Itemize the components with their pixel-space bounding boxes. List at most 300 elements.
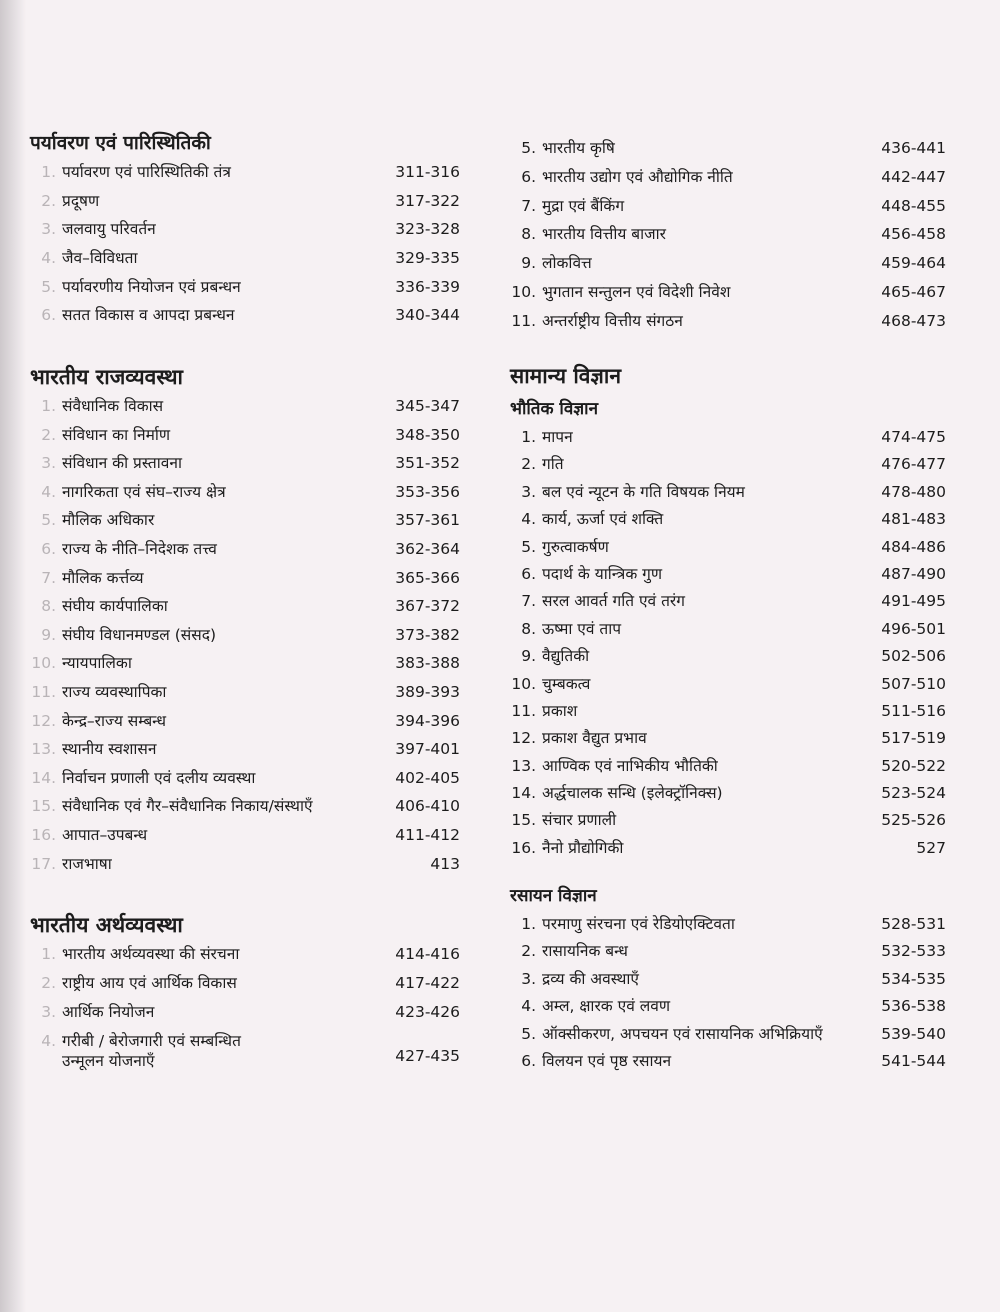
entry-page-range: 348-350 [395, 425, 460, 444]
entry-page-range: 474-475 [881, 428, 946, 446]
entry-page-range: 413 [430, 854, 460, 873]
entry-title [62, 510, 387, 530]
entry-page-range: 353-356 [395, 482, 460, 501]
entry-page-range: 351-352 [395, 454, 460, 473]
entry-title [62, 162, 387, 182]
entry-page-range: 527 [916, 838, 946, 857]
entry-title [542, 646, 873, 666]
entry-title-line: मुद्रा एवं बैंकिंग [542, 196, 625, 215]
entry-title [62, 973, 387, 993]
entry-title-line: नैनो प्रौद्योगिकी [542, 838, 624, 857]
toc-list [30, 940, 460, 1070]
entry-page-range: 465-467 [881, 282, 946, 301]
entry-title [62, 539, 387, 559]
entry-title [542, 591, 873, 611]
entry-page-range: 414-416 [395, 945, 460, 963]
entry-page-range: 362-364 [395, 539, 460, 558]
entry-page-range: 511-516 [881, 701, 946, 720]
toc-entry [30, 707, 460, 736]
entry-number: 8. [41, 597, 56, 616]
entry-page-range: 487-490 [881, 564, 946, 583]
entry-page-range: 394-396 [395, 711, 460, 730]
entry-number: 9. [521, 647, 536, 666]
entry-title [542, 619, 873, 639]
entry-title-line: उन्मूलन योजनाएँ [62, 1052, 155, 1070]
entry-page-range: 367-372 [395, 597, 460, 616]
toc-entry [510, 779, 946, 806]
entry-number: 2. [41, 425, 56, 444]
entry-title [542, 253, 873, 273]
entry-title [62, 825, 387, 845]
entry-page-range: 311-316 [395, 163, 460, 181]
toc-entry [30, 421, 460, 450]
toc-entry [510, 560, 946, 587]
entry-title-line: मौलिक कर्त्तव्य [62, 568, 144, 587]
entry-title [542, 282, 873, 302]
entry-number: 3. [521, 482, 536, 501]
entry-title-line: राज्य व्यवस्थापिका [62, 682, 167, 701]
entry-title [542, 783, 873, 803]
entry-number: 4. [41, 249, 56, 268]
entry-number: 5. [521, 1024, 536, 1043]
entry-title-line: केन्द्र–राज्य सम्बन्ध [62, 711, 167, 730]
toc-entry [30, 244, 460, 273]
entry-title [62, 768, 387, 788]
entry-number: 10. [31, 654, 56, 673]
toc-entry [510, 992, 946, 1019]
entry-title-line: भारतीय वित्तीय बाजार [542, 225, 667, 244]
entry-number: 5. [521, 537, 536, 556]
entry-number: 11. [511, 311, 536, 330]
toc-entry [30, 969, 460, 998]
toc-entry [510, 670, 946, 697]
entry-title [542, 482, 873, 502]
entry-number: 1. [521, 428, 536, 446]
entry-title [542, 674, 873, 694]
entry-number: 3. [521, 969, 536, 988]
subsection-title-physics: भौतिक विज्ञान [510, 399, 599, 419]
entry-title [542, 969, 873, 989]
entry-title [542, 138, 873, 158]
toc-entry [510, 1020, 946, 1047]
toc-entry [510, 752, 946, 779]
entry-title-line: पदार्थ के यान्त्रिक गुण [542, 564, 663, 583]
entry-title-line: अम्ल, क्षारक एवं लवण [542, 997, 671, 1016]
toc-entry [510, 615, 946, 642]
entry-page-range: 525-526 [881, 811, 946, 830]
entry-number: 8. [521, 619, 536, 638]
entry-page-range: 397-401 [395, 740, 460, 759]
entry-title-line: अन्तर्राष्ट्रीय वित्तीय संगठन [542, 311, 683, 330]
entry-title [542, 756, 873, 776]
entry-page-range: 317-322 [395, 191, 460, 210]
entry-number: 14. [511, 784, 536, 803]
toc-entry [30, 273, 460, 302]
entry-title [62, 854, 422, 874]
entry-title-line: पर्यावरणीय नियोजन एवं प्रबन्धन [62, 277, 241, 296]
entry-title-line: स्थानीय स्वशासन [62, 740, 157, 759]
entry-title [542, 311, 873, 331]
entry-title-line: आपात–उपबन्ध [62, 825, 148, 844]
section-economy-continued [510, 134, 946, 336]
entry-title-line: नागरिकता एवं संघ–राज्य क्षेत्र [62, 482, 226, 501]
entry-title-line: बल एवं न्यूटन के गति विषयक नियम [542, 482, 745, 501]
entry-title [62, 625, 387, 645]
entry-page-range: 383-388 [395, 654, 460, 673]
entry-number: 15. [511, 811, 536, 830]
entry-number: 10. [511, 282, 536, 301]
entry-title-line: संघीय कार्यपालिका [62, 597, 168, 616]
entry-title [542, 509, 873, 529]
toc-entry [510, 249, 946, 278]
section-chemistry [510, 882, 946, 1074]
entry-page-range: 389-393 [395, 682, 460, 701]
entry-title [62, 711, 387, 731]
entry-page-range: 532-533 [881, 942, 946, 961]
entry-page-range: 448-455 [881, 196, 946, 215]
entry-title-line: आर्थिक नियोजन [62, 1003, 155, 1021]
toc-entry [30, 940, 460, 969]
entry-page-range: 502-506 [881, 647, 946, 666]
entry-page-range: 373-382 [395, 625, 460, 644]
entry-title [542, 701, 873, 721]
entry-title-line: संविधान की प्रस्तावना [62, 454, 182, 473]
toc-entry [30, 998, 460, 1027]
entry-number: 11. [31, 682, 56, 701]
toc-entry [510, 724, 946, 751]
section-title: भारतीय राजव्यवस्था [30, 365, 183, 389]
entry-number: 12. [511, 729, 536, 748]
entry-title [62, 277, 387, 297]
entry-title-line: राजभाषा [62, 854, 112, 873]
entry-number: 2. [41, 974, 56, 992]
entry-title-line: संवैधानिक एवं गैर–संवैधानिक निकाय/संस्थाएँ [62, 797, 313, 816]
entry-number: 13. [31, 740, 56, 759]
entry-number: 1. [41, 945, 56, 963]
entry-number: 4. [521, 997, 536, 1016]
toc-entry [30, 535, 460, 564]
entry-number: 8. [521, 225, 536, 244]
entry-number: 17. [31, 854, 56, 873]
toc-entry [30, 592, 460, 621]
entry-page-range: 456-458 [881, 225, 946, 244]
toc-entry [30, 678, 460, 707]
entry-page-range: 484-486 [881, 537, 946, 556]
toc-entry [30, 792, 460, 821]
entry-number: 3. [41, 1003, 56, 1021]
section-polity [30, 362, 460, 878]
entry-page-range: 329-335 [395, 249, 460, 268]
entry-number: 11. [511, 701, 536, 720]
toc-entry [510, 910, 946, 937]
toc-entry [30, 187, 460, 216]
toc-entry [30, 392, 460, 421]
entry-title [542, 196, 873, 216]
entry-title [542, 1051, 873, 1071]
entry-page-range: 481-483 [881, 510, 946, 529]
entry-page-range: 534-535 [881, 969, 946, 988]
entry-title-line: मापन [542, 428, 573, 446]
entry-title-line: सरल आवर्त गति एवं तरंग [542, 592, 685, 611]
entry-title [62, 191, 387, 211]
toc-entry [30, 449, 460, 478]
entry-title-line: प्रकाश [542, 701, 578, 720]
toc-entry [510, 697, 946, 724]
toc-entry [510, 220, 946, 249]
toc-entry [510, 937, 946, 964]
entry-number: 10. [511, 674, 536, 693]
entry-title [62, 1002, 387, 1022]
entry-page-range: 539-540 [881, 1024, 946, 1043]
entry-page-range: 496-501 [881, 619, 946, 638]
entry-title-line: निर्वाचन प्रणाली एवं दलीय व्यवस्था [62, 768, 256, 787]
entry-title-line: द्रव्य की अवस्थाएँ [542, 969, 639, 988]
entry-title [542, 224, 873, 244]
entry-title-line: कार्य, ऊर्जा एवं शक्ति [542, 510, 664, 529]
toc-entry [510, 505, 946, 532]
toc-entry [30, 564, 460, 593]
entry-title [542, 537, 873, 557]
entry-title-line: परमाणु संरचना एवं रेडियोएक्टिवता [542, 915, 735, 933]
entry-number: 6. [521, 564, 536, 583]
section-title: भारतीय अर्थव्यवस्था [30, 913, 183, 937]
entry-title-line: गुरुत्वाकर्षण [542, 537, 609, 556]
toc-entry [510, 450, 946, 477]
entry-page-range: 406-410 [395, 797, 460, 816]
entry-title-line: न्यायपालिका [62, 654, 132, 673]
entry-number: 7. [41, 568, 56, 587]
entry-title-line: ऊष्मा एवं ताप [542, 619, 622, 638]
entry-title-line: भारतीय अर्थव्यवस्था की संरचना [62, 945, 240, 963]
entry-number: 6. [521, 1051, 536, 1070]
entry-number: 15. [31, 797, 56, 816]
toc-list [510, 423, 946, 861]
entry-title [542, 728, 873, 748]
toc-entry [30, 649, 460, 678]
toc-entry [510, 192, 946, 221]
entry-title-line: आण्विक एवं नाभिकीय भौतिकी [542, 756, 718, 775]
entry-number: 3. [41, 454, 56, 473]
toc-entry [510, 278, 946, 307]
entry-page-range: 523-524 [881, 784, 946, 803]
toc-entry [510, 965, 946, 992]
section-environment [30, 128, 460, 330]
toc-entry [30, 301, 460, 330]
entry-title [62, 796, 387, 816]
entry-title-line: लोकवित्त [542, 254, 592, 273]
toc-entry [510, 587, 946, 614]
entry-title [542, 996, 873, 1016]
entry-number: 16. [31, 825, 56, 844]
toc-entry [510, 423, 946, 450]
entry-number: 4. [41, 482, 56, 501]
toc-entry [510, 134, 946, 163]
entry-number: 5. [41, 277, 56, 296]
toc-entry [510, 834, 946, 861]
entry-page-range: 427-435 [395, 1047, 460, 1066]
toc-entry [510, 478, 946, 505]
entry-page-range: 459-464 [881, 254, 946, 273]
entry-title [62, 739, 387, 759]
entry-page-range: 536-538 [881, 997, 946, 1016]
entry-page-range: 507-510 [881, 674, 946, 693]
entry-page-range: 468-473 [881, 311, 946, 330]
entry-title-line: विलयन एवं पृष्ठ रसायन [542, 1051, 672, 1070]
entry-number: 7. [521, 196, 536, 215]
toc-entry [30, 821, 460, 850]
toc-list [30, 158, 460, 330]
entry-title [62, 396, 387, 416]
toc-entry [30, 850, 460, 879]
entry-title-line: ऑक्सीकरण, अपचयन एवं रासायनिक अभिक्रियाएँ [542, 1024, 823, 1043]
entry-title [542, 564, 873, 584]
entry-page-range: 345-347 [395, 397, 460, 415]
entry-number: 6. [41, 539, 56, 558]
toc-entry [30, 506, 460, 535]
entry-title-line: संचार प्रणाली [542, 811, 617, 830]
entry-page-range: 402-405 [395, 768, 460, 787]
toc-entry [510, 1047, 946, 1074]
section-economy [30, 910, 460, 1070]
entry-title [542, 810, 873, 830]
entry-page-range: 436-441 [881, 139, 946, 157]
entry-number: 12. [31, 711, 56, 730]
toc-entry [510, 307, 946, 336]
entry-page-range: 411-412 [395, 825, 460, 844]
entry-page-range: 541-544 [881, 1051, 946, 1070]
entry-title [542, 454, 873, 474]
entry-title [62, 425, 387, 445]
entry-title [62, 482, 387, 502]
entry-page-range: 528-531 [881, 915, 946, 933]
entry-number: 13. [511, 756, 536, 775]
entry-page-range: 357-361 [395, 511, 460, 530]
entry-title-line: प्रदूषण [62, 191, 100, 210]
entry-title [542, 941, 873, 961]
toc-entry [30, 478, 460, 507]
toc-entry [30, 1027, 460, 1070]
entry-title [542, 838, 908, 858]
entry-title-line: भुगतान सन्तुलन एवं विदेशी निवेश [542, 282, 731, 301]
entry-page-range: 365-366 [395, 568, 460, 587]
entry-title-line: राज्य के नीति–निदेशक तत्त्व [62, 539, 217, 558]
entry-page-range: 442-447 [881, 167, 946, 186]
section-title: सामान्य विज्ञान [510, 364, 621, 388]
entry-number: 1. [521, 915, 536, 933]
entry-number: 3. [41, 220, 56, 239]
entry-title-line: जलवायु परिवर्तन [62, 220, 156, 239]
entry-title [62, 682, 387, 702]
entry-title [62, 219, 387, 239]
toc-entry [30, 735, 460, 764]
entry-title-line: पर्यावरण एवं पारिस्थितिकी तंत्र [62, 163, 231, 181]
entry-page-range: 417-422 [395, 974, 460, 992]
entry-page-range: 476-477 [881, 455, 946, 474]
toc-entry [510, 806, 946, 833]
entry-title [542, 914, 873, 934]
entry-title [62, 568, 387, 588]
entry-number: 5. [521, 139, 536, 157]
entry-title [62, 1031, 387, 1071]
entry-number: 16. [511, 838, 536, 857]
entry-number: 4. [521, 510, 536, 529]
toc-entry [30, 215, 460, 244]
entry-title [62, 653, 387, 673]
entry-title-line: अर्द्धचालक सन्धि (इलेक्ट्रॉनिक्स) [542, 784, 723, 803]
entry-number: 6. [41, 306, 56, 325]
entry-title-line: गति [542, 455, 564, 474]
entry-number: 9. [41, 625, 56, 644]
entry-title-line: संवैधानिक विकास [62, 397, 164, 415]
toc-entry [510, 163, 946, 192]
entry-number: 4. [41, 1032, 56, 1050]
entry-title [542, 427, 873, 447]
entry-title [62, 944, 387, 964]
entry-page-range: 520-522 [881, 756, 946, 775]
toc-entry [510, 533, 946, 560]
entry-title-line: रासायनिक बन्ध [542, 942, 628, 961]
toc-list [510, 134, 946, 336]
entry-title-line: संविधान का निर्माण [62, 425, 171, 444]
entry-number: 9. [521, 254, 536, 273]
section-science [510, 361, 946, 861]
toc-list [30, 392, 460, 878]
entry-title-line: वैद्युतिकी [542, 647, 590, 666]
entry-title [62, 305, 387, 325]
toc-entry [30, 621, 460, 650]
entry-page-range: 336-339 [395, 277, 460, 296]
entry-title [62, 453, 387, 473]
entry-title-line: सतत विकास व आपदा प्रबन्धन [62, 306, 235, 325]
entry-number: 7. [521, 592, 536, 611]
entry-page-range: 478-480 [881, 482, 946, 501]
entry-title [62, 596, 387, 616]
entry-title-line: प्रकाश वैद्युत प्रभाव [542, 729, 647, 748]
toc-list [510, 910, 946, 1074]
entry-page-range: 423-426 [395, 1003, 460, 1021]
entry-title-line: चुम्बकत्व [542, 674, 591, 693]
entry-title [62, 248, 387, 268]
toc-entry [30, 158, 460, 187]
subsection-title-chemistry: रसायन विज्ञान [510, 886, 597, 906]
entry-page-range: 517-519 [881, 729, 946, 748]
entry-title-line: राष्ट्रीय आय एवं आर्थिक विकास [62, 974, 237, 992]
entry-page-range: 340-344 [395, 306, 460, 325]
entry-title-line: भारतीय कृषि [542, 139, 615, 157]
entry-title-line: जैव–विविधता [62, 249, 138, 268]
entry-number: 2. [521, 455, 536, 474]
entry-title-line: मौलिक अधिकार [62, 511, 155, 530]
entry-page-range: 323-328 [395, 220, 460, 239]
toc-entry [30, 764, 460, 793]
entry-number: 5. [41, 511, 56, 530]
entry-number: 1. [41, 397, 56, 415]
toc-entry [510, 642, 946, 669]
entry-number: 2. [521, 942, 536, 961]
entry-number: 14. [31, 768, 56, 787]
entry-title-line: गरीबी / बेरोजगारी एवं सम्बन्धित [62, 1032, 241, 1050]
entry-title-line: संघीय विधानमण्डल (संसद) [62, 625, 216, 644]
entry-title-line: भारतीय उद्योग एवं औद्योगिक नीति [542, 167, 733, 186]
entry-number: 1. [41, 163, 56, 181]
entry-title [542, 1024, 873, 1044]
entry-number: 2. [41, 191, 56, 210]
entry-page-range: 491-495 [881, 592, 946, 611]
page-binding-shadow [0, 0, 26, 1312]
entry-title [542, 167, 873, 187]
section-title: पर्यावरण एवं पारिस्थितिकी [30, 132, 211, 154]
entry-number: 6. [521, 167, 536, 186]
